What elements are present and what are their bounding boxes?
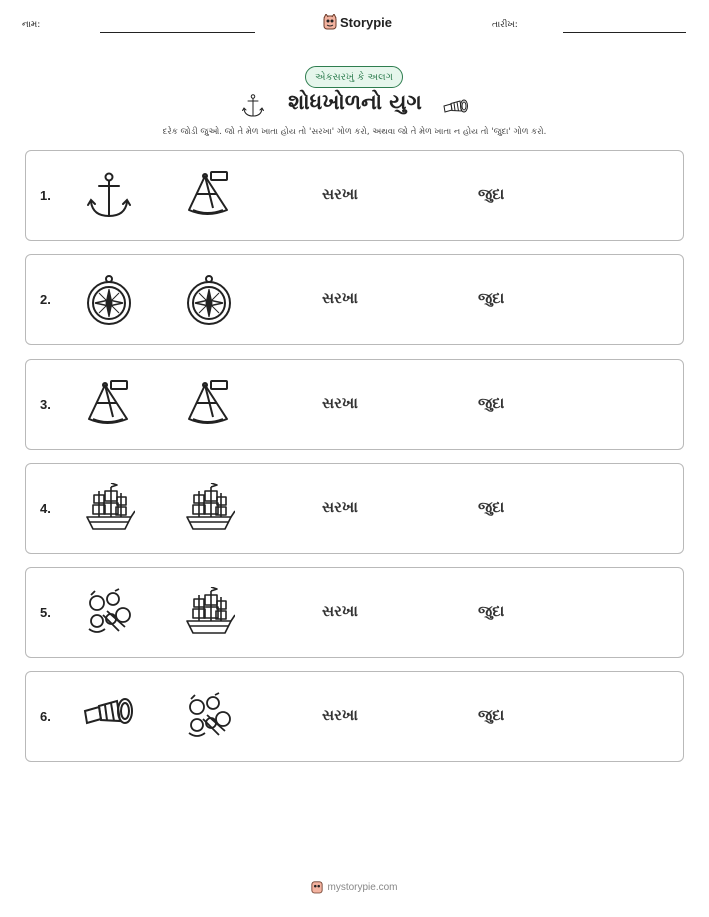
ship-icon — [183, 483, 235, 535]
question-number: 5. — [40, 605, 51, 620]
same-option[interactable]: સરખા — [322, 289, 358, 307]
anchor-icon — [240, 92, 266, 120]
question-number: 4. — [40, 501, 51, 516]
worksheet-header — [0, 14, 709, 38]
date-label: તારીખ: — [492, 20, 518, 30]
telescope-icon — [440, 96, 472, 116]
ship-icon — [83, 483, 135, 535]
anchor-icon — [83, 170, 135, 222]
footer — [0, 880, 709, 894]
name-label: નામ: — [22, 20, 41, 30]
worksheet-type-badge: એકસરખું કે અલગ — [305, 66, 403, 88]
different-option[interactable]: જુદા — [478, 289, 505, 307]
sextant-icon — [83, 379, 135, 431]
question-row — [25, 359, 684, 450]
telescope-icon — [83, 691, 135, 743]
same-option[interactable]: સરખા — [322, 394, 358, 412]
same-option[interactable]: સરખા — [322, 706, 358, 724]
different-option[interactable]: જુદા — [478, 185, 505, 203]
question-number: 3. — [40, 397, 51, 412]
date-line[interactable] — [563, 32, 686, 33]
storypie-mascot-icon — [311, 880, 323, 894]
sextant-icon — [183, 379, 235, 431]
spices-icon — [183, 691, 235, 743]
question-number: 2. — [40, 292, 51, 307]
same-option[interactable]: સરખા — [322, 498, 358, 516]
ship-icon — [183, 587, 235, 639]
different-option[interactable]: જુદા — [478, 498, 505, 516]
question-row — [25, 671, 684, 762]
title-row — [0, 90, 709, 122]
question-row — [25, 567, 684, 658]
spices-icon — [83, 587, 135, 639]
question-row — [25, 254, 684, 345]
compass-icon — [83, 274, 135, 326]
question-row — [25, 463, 684, 554]
brand-name: Storypie — [340, 14, 393, 30]
name-line[interactable] — [100, 32, 255, 33]
storypie-mascot-icon — [323, 14, 337, 30]
page-title: શોધખોળનો યુગ — [288, 90, 422, 114]
question-row — [25, 150, 684, 241]
question-number: 1. — [40, 188, 51, 203]
brand-logo — [323, 14, 392, 30]
question-number: 6. — [40, 709, 51, 724]
different-option[interactable]: જુદા — [478, 706, 505, 724]
instructions: દરેક જોડી જુઓ. જો તે મેળ ખાતા હોય તો 'સરખા' ગોળ કરો, અથવા જો તે મેળ ખાતા ન હોય તો 'જુદા' ગોળ કરો. — [162, 127, 547, 137]
footer-site: mystorypie.com — [327, 881, 398, 893]
different-option[interactable]: જુદા — [478, 602, 505, 620]
same-option[interactable]: સરખા — [322, 602, 358, 620]
same-option[interactable]: સરખા — [322, 185, 358, 203]
different-option[interactable]: જુદા — [478, 394, 505, 412]
compass-icon — [183, 274, 235, 326]
sextant-icon — [183, 170, 235, 222]
